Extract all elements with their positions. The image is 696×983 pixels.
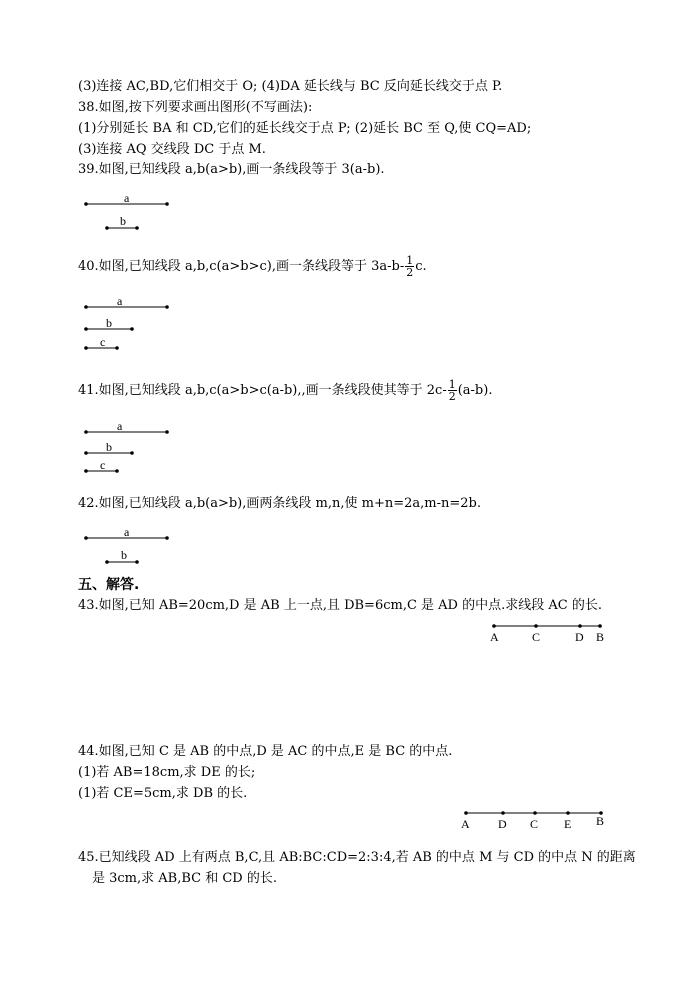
fraction-half: $\frac{1}{2}$: [406, 254, 414, 279]
point-E: E: [564, 817, 572, 831]
figure-40: [80, 294, 180, 354]
figure-42: [80, 524, 180, 569]
question-41: 41.如图,已知线段 a,b,c(a>b>c(a-b),,画一条线段使其等于 2c- $\frac{1}{2}$ (a-b).: [78, 378, 493, 403]
section-5-heading: 五、解答.: [78, 577, 140, 593]
question-38-part-1: (1)分别延长 BA 和 CD,它们的延长线交于点 P; (2)延长 BC 至 Q,使 CQ=AD;: [78, 121, 532, 136]
label-b: b: [121, 548, 127, 562]
fraction-half: $\frac{1}{2}$: [448, 378, 456, 403]
point-B: B: [596, 814, 605, 828]
label-a: a: [117, 419, 123, 433]
question-45-cont: 是 3cm,求 AB,BC 和 CD 的长.: [92, 871, 277, 886]
question-39: 39.如图,已知线段 a,b(a>b),画一条线段等于 3(a-b).: [78, 162, 385, 177]
figure-39: [80, 190, 180, 235]
label-b: b: [106, 316, 112, 330]
label-a: a: [124, 191, 130, 205]
label-a: a: [117, 294, 123, 308]
point-C: C: [530, 817, 539, 831]
text-line-1: (3)连接 AC,BD,它们相交于 O; (4)DA 延长线与 BC 反向延长线交于点 P.: [78, 79, 503, 94]
question-44-part-1: (1)若 AB=18cm,求 DE 的长;: [78, 765, 256, 780]
label-c: c: [100, 335, 106, 349]
label-a: a: [124, 525, 130, 539]
question-44-part-2: (1)若 CE=5cm,求 DB 的长.: [78, 786, 248, 801]
label-b: b: [120, 214, 126, 228]
figure-41: [80, 419, 180, 479]
point-C: C: [532, 630, 541, 644]
point-D: D: [498, 817, 507, 831]
label-b: b: [106, 440, 112, 454]
question-38-part-3: (3)连接 AQ 交线段 DC 于点 M.: [78, 142, 266, 157]
figure-44: [460, 805, 610, 835]
point-A: A: [490, 630, 499, 644]
figure-43: [488, 618, 608, 648]
question-42: 42.如图,已知线段 a,b(a>b),画两条线段 m,n,使 m+n=2a,m-n=2b.: [78, 496, 481, 511]
point-B: B: [596, 630, 605, 644]
question-40: 40.如图,已知线段 a,b,c(a>b>c),画一条线段等于 3a-b- $\frac{1}{2}$ c.: [78, 254, 427, 279]
question-44: 44.如图,已知 C 是 AB 的中点,D 是 AC 的中点,E 是 BC 的中点.: [78, 744, 453, 759]
label-c: c: [100, 458, 106, 472]
point-D: D: [575, 630, 584, 644]
point-A: A: [461, 817, 470, 831]
question-45: 45.已知线段 AD 上有两点 B,C,且 AB:BC:CD=2:3:4,若 AB 的中点 M 与 CD 的中点 N 的距离: [78, 850, 636, 865]
question-38: 38.如图,按下列要求画出图形(不写画法):: [78, 100, 313, 115]
question-43: 43.如图,已知 AB=20cm,D 是 AB 上一点,且 DB=6cm,C 是 AD 的中点.求线段 AC 的长.: [78, 598, 602, 613]
